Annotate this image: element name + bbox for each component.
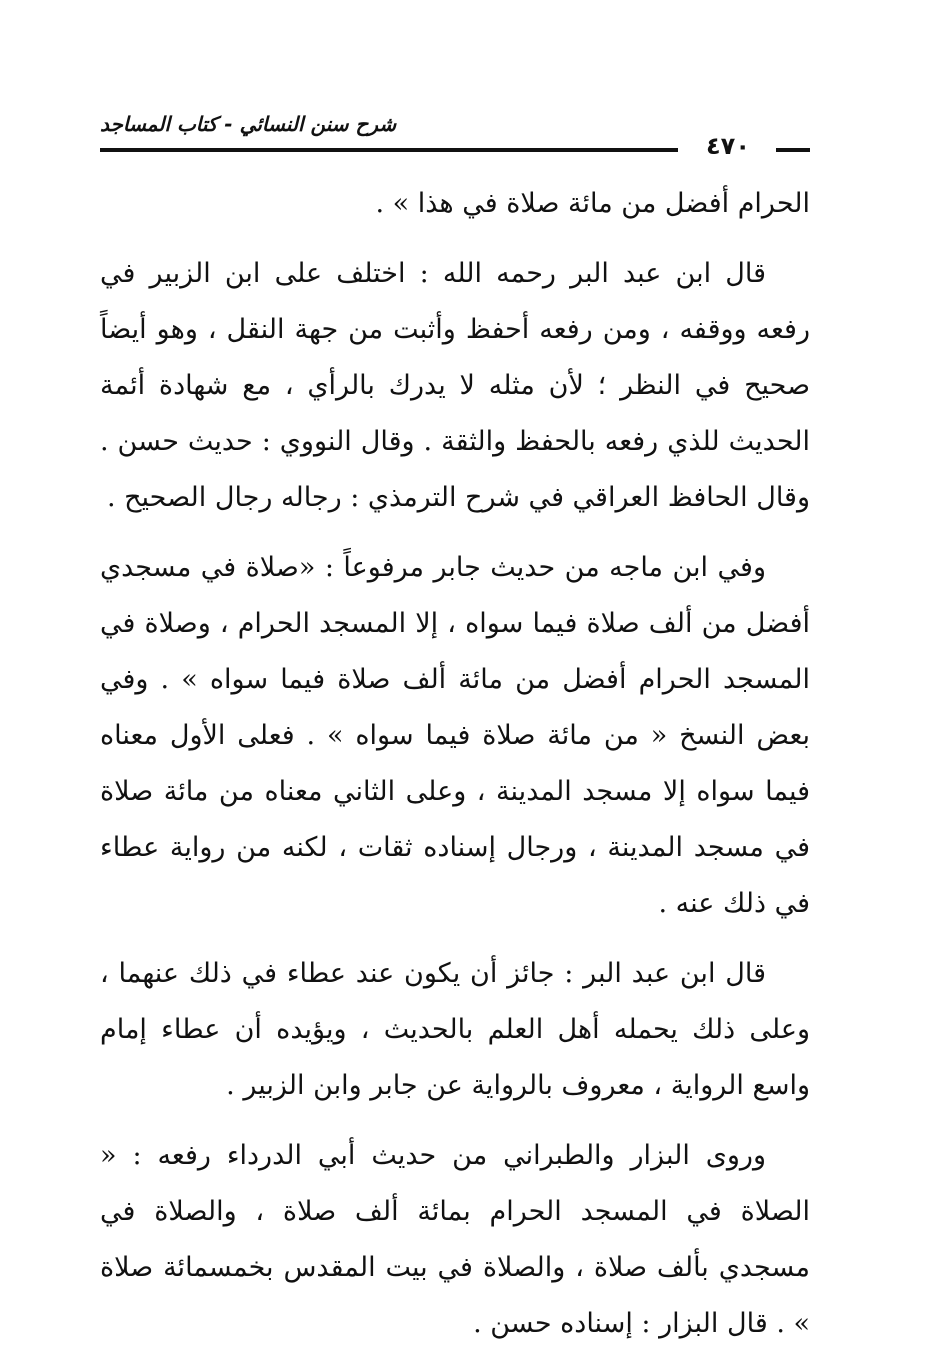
page-header xyxy=(100,112,810,168)
page-number: ٤٧٠ xyxy=(706,132,750,160)
paragraph-ibn-majah: وفي ابن ماجه من حديث جابر مرفوعاً : «صلاة في مسجدي أفضل من ألف صلاة فيما سواه ، إلا المسجد الحرام ، وصلاة في المسجد الحرام أفضل من مائة ألف صلاة فيما سواه » . وفي بعض النسخ « من مائة صلاة فيما سواه » . فعلى الأول معناه فيما سواه إلا مسجد المدينة ، وعلى الثاني معناه من مائة صلاة في مسجد المدينة ، ورجال إسناده ثقات ، لكنه من رواية عطاء في ذلك عنه . xyxy=(100,552,810,919)
paragraph-continuation: الحرام أفضل من مائة صلاة في هذا » . xyxy=(375,188,810,219)
paragraph-ibn-abd-al-barr: قال ابن عبد البر رحمه الله : اختلف على ابن الزبير في رفعه ووقفه ، ومن رفعه أحفظ وأثبت من جهة النقل ، وهو أيضاً صحيح في النظر ؛ لأن مثله لا يدرك بالرأي ، مع شهادة أئمة الحديث للذي رفعه بالحفظ والثقة . وقال النووي : حديث حسن . وقال الحافظ العراقي في شرح الترمذي : رجاله رجال الصحيح . xyxy=(100,258,810,513)
header-rule xyxy=(100,148,678,152)
paragraph-ibn-abd-al-barr-second: قال ابن عبد البر : جائز أن يكون عند عطاء في ذلك عنهما ، وعلى ذلك يحمله أهل العلم بالحديث ، ويؤيده أن عطاء إمام واسع الرواية ، معروف بالرواية عن جابر وابن الزبير . xyxy=(100,958,810,1101)
page-body xyxy=(100,176,810,1366)
header-rule-short xyxy=(776,148,810,152)
running-title: شرح سنن النسائي - كتاب المساجد xyxy=(100,112,397,136)
paragraph-bazzar-tabarani: وروى البزار والطبراني من حديث أبي الدرداء رفعه : « الصلاة في المسجد الحرام بمائة ألف صلاة ، والصلاة في مسجدي بألف صلاة ، والصلاة في بيت المقدس بخمسمائة صلاة » . قال البزار : إسناده حسن . xyxy=(100,1140,810,1339)
